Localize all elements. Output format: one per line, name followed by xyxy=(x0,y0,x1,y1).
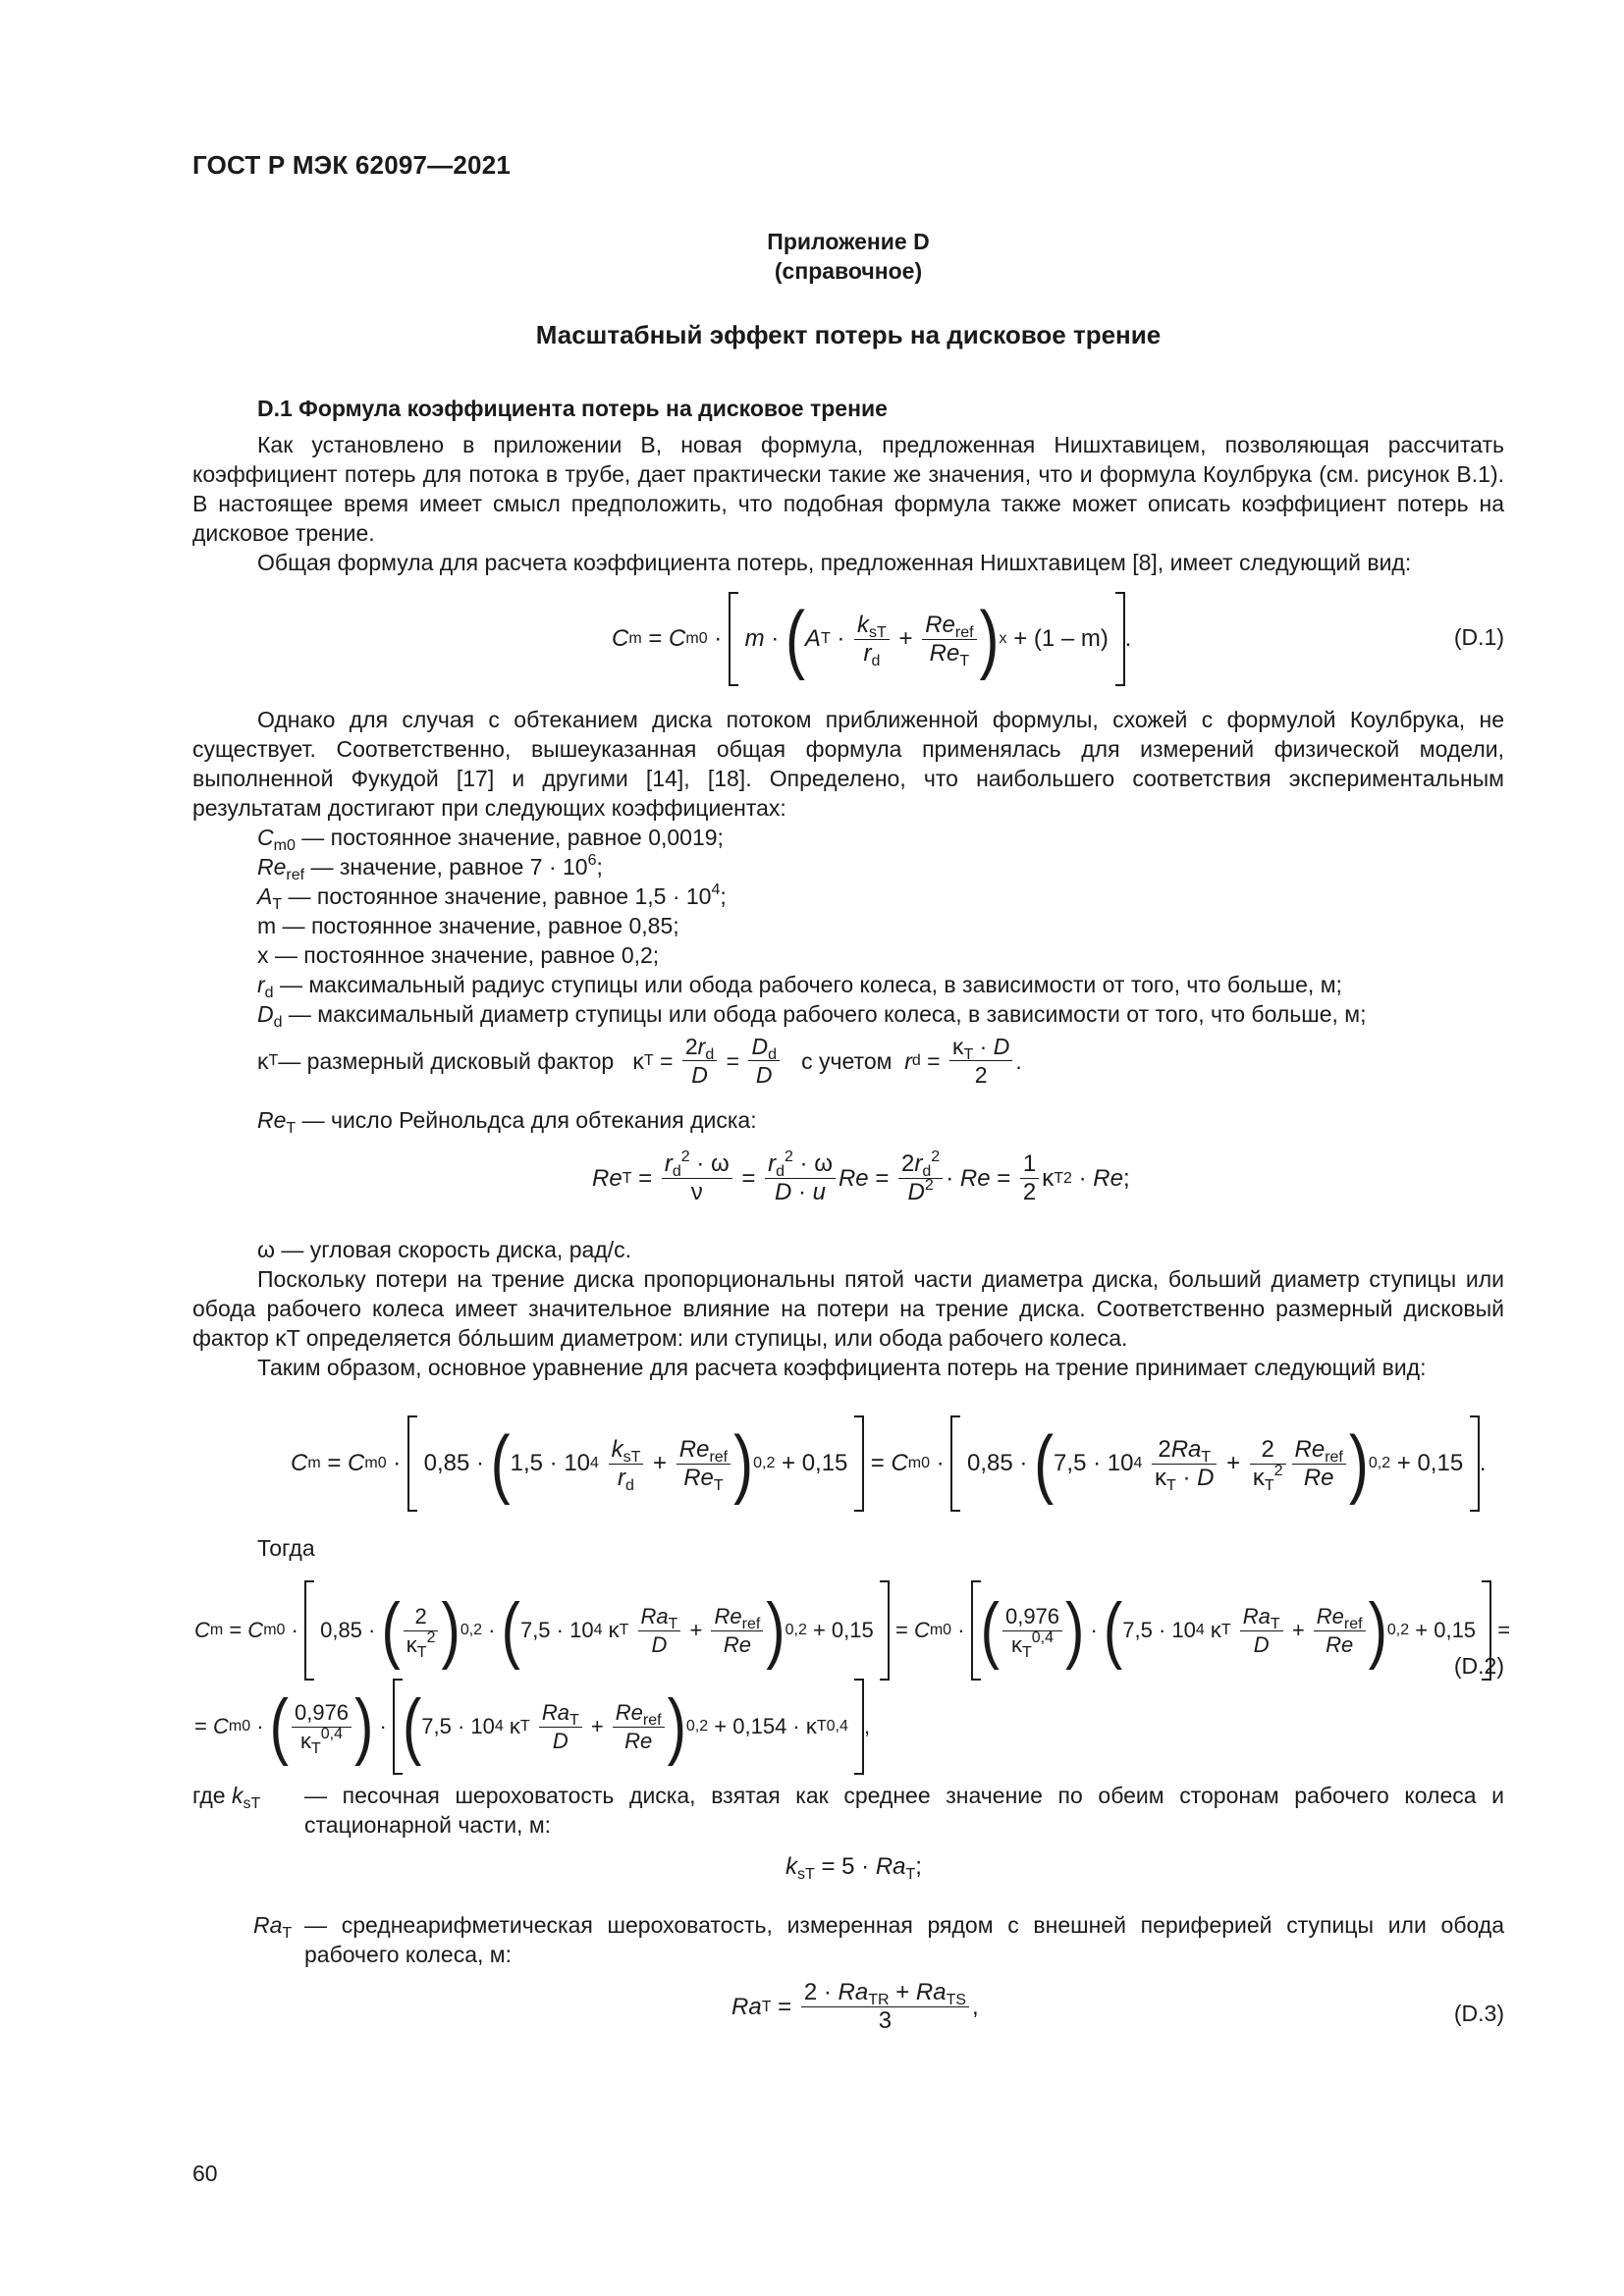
appendix-title: Приложение D xyxy=(767,229,930,254)
section-heading: D.1 Формула коэффициента потерь на дисковое трение xyxy=(257,396,888,421)
paragraph-1: Как установлено в приложении B, новая формула, предложенная Нишхтавицем, позволяющая рассчитать коэффициент потерь для потока в трубе, дает практически такие же значения, что и формула Коулбрука (см. рисунок B.1). В настоящее время имеет смысл предположить, что подобная формула также может описать коэффициент потерь на дисковое трение. xyxy=(192,432,1504,546)
def-dd: $D_d$ — максимальный диаметр ступицы или обода рабочего колеса, в зависимости от того, что больше, м; xyxy=(257,1001,1367,1031)
kst-description: — песочная шероховатость диска, взятая как среднее значение по обеим сторонам рабочего колеса и стационарной части, м: xyxy=(304,1783,1504,1838)
page-number: 60 xyxy=(192,2161,218,2186)
equation-d2-line2: = C m0 · ( $\frac{0,976}{\kappa_T^{0,4}}$ ) · ( 7,5 · 10 4 κ T $\frac{Ra_T}{D}$ + $\frac{Re_{ref}}{Re}$ ) 0,2 + 0,154 · κ T 0,4 , xyxy=(194,1679,870,1775)
def-ret: $Re_T$ — число Рейнольдса для обтекания диска: xyxy=(257,1107,757,1137)
paragraph-3: Однако для случая с обтеканием диска потоком приближенной формулы, схожей с формулой Коулбрука, не существует. Соответственно, вышеуказанная общая формула применялась для измерений физической модели, выполненной Фукудой [17] и другими [14], [18]. Определено, что наибольшего соответствия экспериментальным результатам достигают при следующих коэффициентах: xyxy=(192,707,1504,821)
rat-label: $Ra_T$ xyxy=(253,1912,293,1942)
equation-d1-number: (D.1) xyxy=(1453,624,1504,650)
equation-d3-number: (D.3) xyxy=(1453,2001,1504,2026)
def-kt: κ T — размерный дисковый фактор κ T = $\frac{2r_d}{D}$ = $\frac{D_d}{D}$ с учетом r d = $\frac{\kappa_T \cdot D}{2}$ . xyxy=(257,1034,1022,1088)
equation-d1: C m = C m0 · m · ( A T · $\frac{k_{sT}}{r_d}$ + $\frac{Re_{ref}}{Re_T}$ ) x + (1 – m) . xyxy=(612,592,1131,686)
then-label: Тогда xyxy=(257,1535,315,1561)
where-kst-label: где $k_{sT}$ xyxy=(192,1783,261,1812)
def-cm0: $C_{m0}$ — постоянное значение, равное 0,0019; xyxy=(257,825,724,854)
appendix-heading: Масштабный эффект потерь на дисковое трение xyxy=(535,320,1162,349)
equation-ret: Re T = $\frac{r_d^2 \cdot \omega}{\nu}$ = $\frac{r_d^2 \cdot \omega}{D \cdot u}$ Re = $\frac{2r_d^2}{D^2}$ · Re = $\frac{1}{2}$ κ T 2 · Re ; xyxy=(592,1148,1130,1205)
appendix-status: (справочное) xyxy=(774,258,923,284)
rat-description: — среднеарифметическая шероховатость, измеренная рядом с внешней периферией ступицы или обода рабочего колеса, м: xyxy=(304,1912,1504,1967)
equation-d3: Ra T = $\frac{2 \cdot Ra_{TR} + Ra_{TS}}{3}$ , xyxy=(731,1979,979,2034)
def-at: $A_T$ — постоянное значение, равное $1,5 \cdot 10^4$; xyxy=(257,881,727,913)
paragraph-5: Таким образом, основное уравнение для расчета коэффициента потерь на трение принимает следующий вид: xyxy=(257,1355,1427,1380)
def-rd: $r_d$ — максимальный радиус ступицы или обода рабочего колеса, в зависимости от того, что больше, м; xyxy=(257,972,1342,1001)
equation-kst: $k_{sT} = 5 \cdot Ra_T$; xyxy=(785,1853,922,1883)
equation-d2-number: (D.2) xyxy=(1453,1653,1504,1679)
equation-d2-line1: C m = C m0 · 0,85 · ( $\frac{2}{\kappa_T^2}$ ) 0,2 · ( 7,5 · 10 4 κ T $\frac{Ra_T}{D}$ + $\frac{Re_{ref}}{Re}$ ) 0,2 + 0,15 = C m0 · ( $\frac{0,976}{\kappa_T^{0,4}}$ ) · ( 7,5 · 10 4 κ T $\frac{Ra_T}{D}$ + $\frac{Re_{ref}}{Re}$ ) 0,2 + 0,15 = xyxy=(194,1580,1510,1681)
paragraph-4: Поскольку потери на трение диска пропорциональны пятой части диаметра диска, больший диаметр ступицы или обода рабочего колеса имеет значительное влияние на потери на трение диска. Соответственно размерный дисковый фактор κT определяется бо́льшим диаметром: или ступицы, или обода рабочего колеса. xyxy=(192,1266,1504,1351)
document-header: ГОСТ Р МЭК 62097—2021 xyxy=(192,150,512,180)
def-x: x — постоянное значение, равное 0,2; xyxy=(257,942,660,968)
equation-main: C m = C m0 · 0,85 · ( 1,5 · 10 4 $\frac{k_{sT}}{r_d}$ + $\frac{Re_{ref}}{Re_T}$ ) 0,2 + 0,15 = C m0 · 0,85 · ( 7,5 · 10 4 $\frac{2Ra_T}{\kappa_T \cdot D}$ + $\frac{2}{\kappa_T^2}$ $\frac{Re_{ref}}{Re}$ ) 0,2 + 0,15 . xyxy=(291,1415,1487,1512)
def-m: m — постоянное значение, равное 0,85; xyxy=(257,913,679,938)
def-omega: ω — угловая скорость диска, рад/с. xyxy=(257,1237,631,1262)
paragraph-2: Общая формула для расчета коэффициента потерь, предложенная Нишхтавицем [8], имеет следующий вид: xyxy=(257,550,1412,575)
def-reref: $Re_{ref}$ — значение, равное $7 \cdot 10^6$; xyxy=(257,852,603,883)
